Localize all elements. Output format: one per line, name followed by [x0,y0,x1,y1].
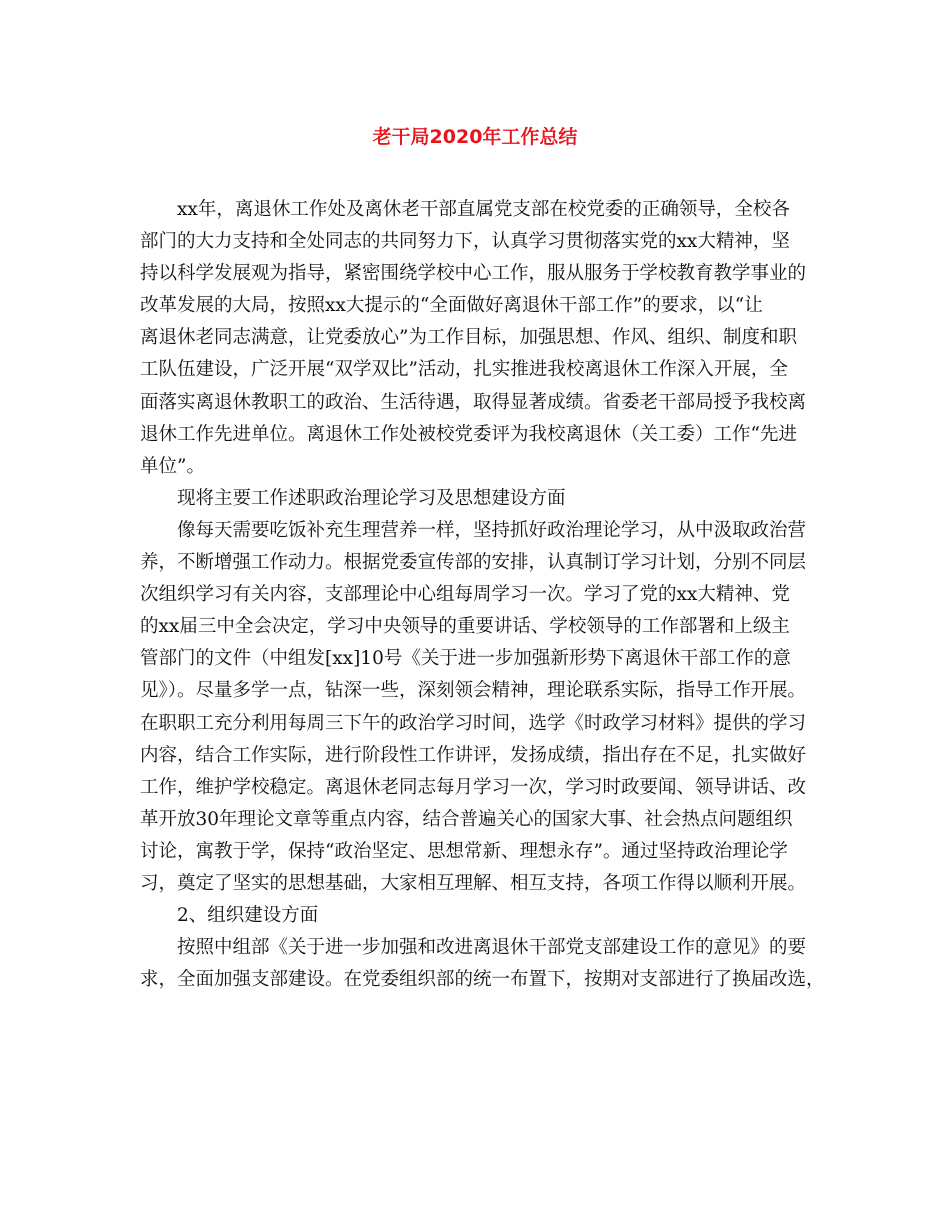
text-line: 改革发展的大局，按照xx大提示的“全面做好离退休干部工作”的要求，以“让 [140,295,763,317]
text-line: 习，奠定了坚实的思想基础，大家相互理解、相互支持，各项工作得以顺利开展。 [140,872,807,894]
text-line: 革开放30年理论文章等重点内容，结合普遍关心的国家大事、社会热点问题组织 [140,808,793,830]
section-heading: 现将主要工作述职政治理论学习及思想建设方面 [177,487,566,509]
text-line: 面落实离退休教职工的政治、生活待遇，取得显著成绩。省委老干部局授予我校离 [140,391,807,413]
text-line: 次组织学习有关内容，支部理论中心组每周学习一次。学习了党的xx大精神、党 [140,584,790,606]
text-line: 的xx届三中全会决定，学习中央领导的重要讲话、学校领导的工作部署和上级主 [140,616,790,638]
text-line: 退休工作先进单位。离退休工作处被校党委评为我校离退休（关工委）工作“先进 [140,423,797,445]
text-line: 单位”。 [140,455,205,477]
text-line: 见》）。尽量多学一点，钻深一些，深刻领会精神，理论联系实际，指导工作开展。 [140,680,807,702]
text-line: 求，全面加强支部建设。在党委组织部的统一布置下，按期对支部进行了换届改选， [140,969,825,991]
text-line: 持以科学发展观为指导，紧密围绕学校中心工作，服从服务于学校教育教学事业的 [140,263,807,285]
section-heading: 2、组织建设方面 [177,905,319,927]
text-line: 像每天需要吃饭补充生理营养一样，坚持抓好政治理论学习，从中汲取政治营 [177,519,807,541]
text-line: 离退休老同志满意，让党委放心”为工作目标，加强思想、作风、组织、制度和职 [140,327,797,349]
text-line: 讨论，寓教于学，保持“政治坚定、思想常新、理想永存”。通过坚持政治理论学 [140,840,788,862]
text-line: 按照中组部《关于进一步加强和改进离退休干部党支部建设工作的意见》的要 [177,937,807,959]
text-line: 养，不断增强工作动力。根据党委宣传部的安排，认真制订学习计划，分别不同层 [140,552,807,574]
text-line: 工作，维护学校稳定。离退休老同志每月学习一次，学习时政要闻、领导讲话、改 [140,776,807,798]
text-line: 在职职工充分利用每周三下午的政治学习时间，选学《时政学习材料》提供的学习 [140,712,807,734]
text-line: 部门的大力支持和全处同志的共同努力下，认真学习贯彻落实党的xx大精神，坚 [140,231,790,253]
text-line: xx年，离退休工作处及离休老干部直属党支部在校党委的正确领导，全校各 [177,199,790,220]
text-line: 工队伍建设，广泛开展“双学双比”活动，扎实推进我校离退休工作深入开展，全 [140,359,788,381]
document-body [140,194,830,996]
text-line: 管部门的文件（中组发[xx]10号《关于进一步加强新形势下离退休干部工作的意 [140,648,791,670]
document-title: 老干局2020年工作总结 [372,126,578,148]
text-line: 内容，结合工作实际，进行阶段性工作讲评，发扬成绩，指出存在不足，扎实做好 [140,744,807,766]
